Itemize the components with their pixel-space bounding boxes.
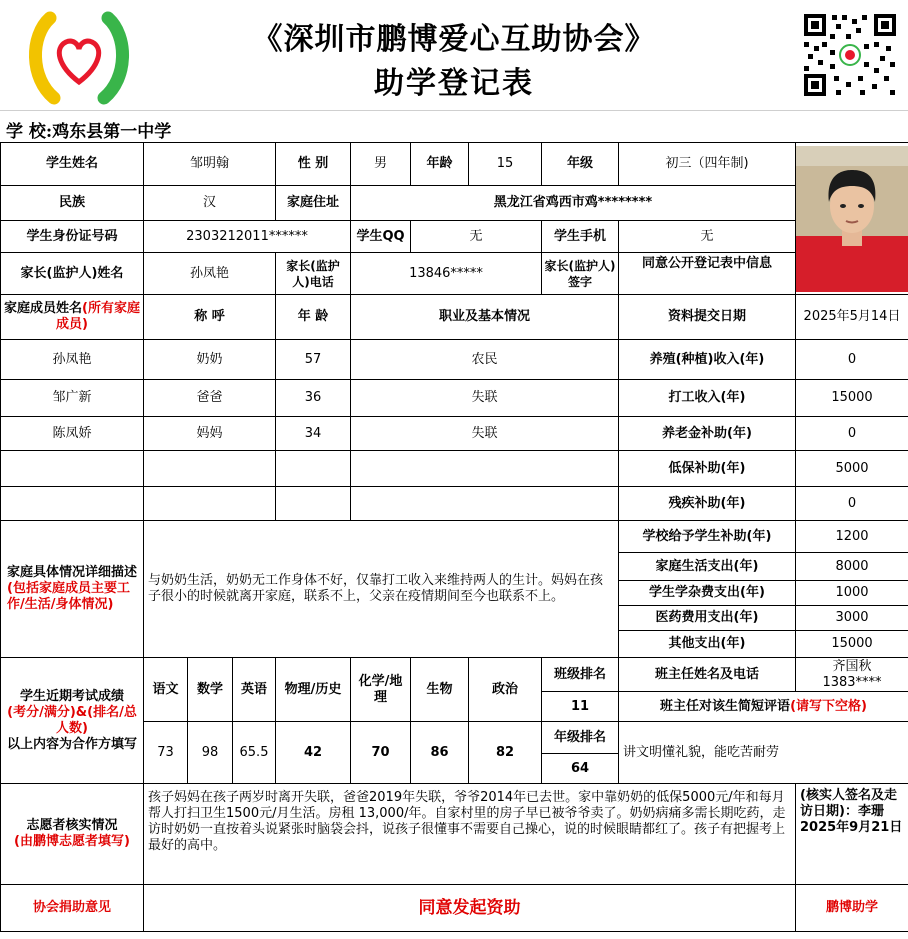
dibao-label: 低保补助(年) (619, 451, 796, 487)
pension-value: 0 (796, 417, 908, 451)
subject-header: 物理/历史 (276, 658, 351, 722)
agree-public-label: 同意公开登记表中信息 (619, 253, 796, 295)
other-cost-label: 其他支出(年) (619, 631, 796, 658)
school-fee-value: 1000 (796, 581, 908, 606)
member-job: 失联 (351, 417, 619, 451)
member-name-empty (1, 487, 144, 521)
org-name: 鹏博助学 (796, 885, 908, 932)
situation-text: 与奶奶生活，奶奶无工作身体不好，仅靠打工收入来维持两人的生计。妈妈在孩子很小的时候就离开家庭，联系不上，父亲在疫情期间至今也联系不上。 (144, 521, 619, 658)
registration-table (0, 142, 908, 932)
subject-header: 英语 (233, 658, 276, 722)
submit-date-value: 2025年5月14日 (796, 295, 908, 340)
teacher-name: 齐国秋 (832, 658, 872, 674)
grades-label (1, 658, 144, 784)
teacher-comment-title: 班主任对该生简短评语 (660, 698, 791, 714)
school-aid-label: 学校给予学生补助(年) (619, 521, 796, 553)
living-cost-label: 家庭生活支出(年) (619, 553, 796, 581)
situation-label (1, 521, 144, 658)
guardian-phone-value: 13846***** (351, 253, 542, 295)
grade-rank-label: 年级排名 (542, 722, 619, 754)
teacher-label: 班主任姓名及电话 (619, 658, 796, 692)
subject-header: 语文 (144, 658, 188, 722)
school-label: 学 校: (6, 122, 53, 142)
relation-header: 称 呼 (144, 295, 276, 340)
farm-income-value: 0 (796, 340, 908, 380)
member-job-empty (351, 487, 619, 521)
member-job-empty (351, 451, 619, 487)
grade-value: 初三（四年制) (619, 143, 796, 186)
living-cost-value: 8000 (796, 553, 908, 581)
student-name-label: 学生姓名 (1, 143, 144, 186)
teacher-comment-note: (请写下空格) (790, 698, 867, 714)
school-fee-label: 学生学杂费支出(年) (619, 581, 796, 606)
member-name-empty (1, 451, 144, 487)
member-age-empty (276, 487, 351, 521)
ethnicity-value: 汉 (144, 186, 276, 221)
guardian-phone-label: 家长(监护人)电话 (276, 253, 351, 295)
class-rank-label: 班级排名 (542, 658, 619, 692)
teacher-contact (796, 658, 908, 692)
subject-score: 65.5 (233, 722, 276, 784)
guardian-sign-label: 家长(监护人)签字 (542, 253, 619, 295)
qq-value: 无 (411, 221, 542, 253)
member-job: 农民 (351, 340, 619, 380)
donation-opinion: 同意发起资助 (144, 885, 796, 932)
guardian-label: 家长(监护人)姓名 (1, 253, 144, 295)
gender-value: 男 (351, 143, 411, 186)
guardian-value: 孙凤艳 (144, 253, 276, 295)
student-photo-icon (796, 146, 908, 292)
dibao-value: 5000 (796, 451, 908, 487)
class-rank-value: 11 (542, 692, 619, 722)
grade-rank-value: 64 (542, 754, 619, 784)
header-divider (0, 110, 908, 111)
member-relation: 妈妈 (144, 417, 276, 451)
form-subtitle: 助学登记表 (374, 66, 534, 101)
qr-code-icon (800, 10, 900, 100)
submit-date-label: 资料提交日期 (619, 295, 796, 340)
family-members-label (1, 295, 144, 340)
member-age-empty (276, 451, 351, 487)
age-value: 15 (469, 143, 542, 186)
member-relation-empty (144, 487, 276, 521)
situation-note: (包括家庭成员主要工作/生活/身体情况) (7, 581, 130, 612)
subject-score: 42 (276, 722, 351, 784)
member-relation-empty (144, 451, 276, 487)
id-label: 学生身份证号码 (1, 221, 144, 253)
grades-title: 学生近期考试成绩 (19, 688, 124, 704)
member-name: 邹广新 (1, 380, 144, 417)
verify-signer: (核实人签名及走访日期)：李珊2025年9月21日 (796, 784, 908, 885)
work-income-label: 打工收入(年) (619, 380, 796, 417)
school-value: 鸡东县第一中学 (52, 122, 172, 142)
grade-label: 年级 (542, 143, 619, 186)
address-value: 黑龙江省鸡西市鸡******** (351, 186, 796, 221)
subject-score: 73 (144, 722, 188, 784)
disability-value: 0 (796, 487, 908, 521)
verify-note: (由鹏博志愿者填写) (14, 834, 130, 849)
member-name: 孙凤艳 (1, 340, 144, 380)
member-name: 陈凤娇 (1, 417, 144, 451)
subject-score: 86 (411, 722, 469, 784)
other-cost-value: 15000 (796, 631, 908, 658)
gender-label: 性 别 (276, 143, 351, 186)
work-income-value: 15000 (796, 380, 908, 417)
teacher-comment: 讲文明懂礼貌，能吃苦耐劳 (619, 722, 908, 784)
subject-score: 70 (351, 722, 411, 784)
grades-tail: 以上内容为合作方填写 (6, 736, 137, 752)
verify-text: 孩子妈妈在孩子两岁时离开失联，爸爸2019年失联，爷爷2014年已去世。家中靠奶奶的低保5000元/年和每月帮人打扫卫生1500元/月生活。房租 13,000/年。自家村里的房子早已被爷爷卖了。奶奶病痛多需长期吃药，走访时奶奶一直按着头说紧张时脑袋会抖，说孩子很懂事不需要自己操心，说的时候眼睛都红了。孩子有把握考上最好的高中。 (144, 784, 796, 885)
phone-value: 无 (619, 221, 796, 253)
family-members-title: 家庭成员姓名 (4, 301, 83, 316)
member-age: 34 (276, 417, 351, 451)
qq-label: 学生QQ (351, 221, 411, 253)
school-aid-value: 1200 (796, 521, 908, 553)
pension-label: 养老金补助(年) (619, 417, 796, 451)
teacher-comment-label (619, 692, 908, 722)
member-relation: 爸爸 (144, 380, 276, 417)
student-name: 邹明翰 (144, 143, 276, 186)
id-value: 2303212011****** (144, 221, 351, 253)
member-age-header: 年 龄 (276, 295, 351, 340)
subject-header: 政治 (469, 658, 542, 722)
member-age: 57 (276, 340, 351, 380)
member-job: 失联 (351, 380, 619, 417)
student-photo (796, 143, 908, 295)
disability-label: 残疾补助(年) (619, 487, 796, 521)
donation-opinion-label: 协会捐助意见 (1, 885, 144, 932)
verify-label (1, 784, 144, 885)
subject-score: 98 (188, 722, 233, 784)
medical-label: 医药费用支出(年) (619, 606, 796, 631)
teacher-phone: 1383**** (822, 674, 882, 690)
address-label: 家庭住址 (276, 186, 351, 221)
ethnicity-label: 民族 (1, 186, 144, 221)
job-header: 职业及基本情况 (351, 295, 619, 340)
member-relation: 奶奶 (144, 340, 276, 380)
situation-title: 家庭具体情况详细描述 (7, 565, 138, 580)
verify-title: 志愿者核实情况 (26, 818, 118, 833)
member-age: 36 (276, 380, 351, 417)
family-members-note: (所有家庭成员) (56, 301, 140, 332)
medical-value: 3000 (796, 606, 908, 631)
subject-header: 数学 (188, 658, 233, 722)
subject-header: 化学/地理 (351, 658, 411, 722)
phone-label: 学生手机 (542, 221, 619, 253)
form-title: 《深圳市鹏博爱心互助协会》 (252, 22, 656, 57)
farm-income-label: 养殖(种植)收入(年) (619, 340, 796, 380)
age-label: 年龄 (411, 143, 469, 186)
school-line (6, 117, 171, 142)
subject-score: 82 (469, 722, 542, 784)
subject-header: 生物 (411, 658, 469, 722)
grades-note: (考分/满分)&(排名/总人数) (7, 704, 137, 736)
